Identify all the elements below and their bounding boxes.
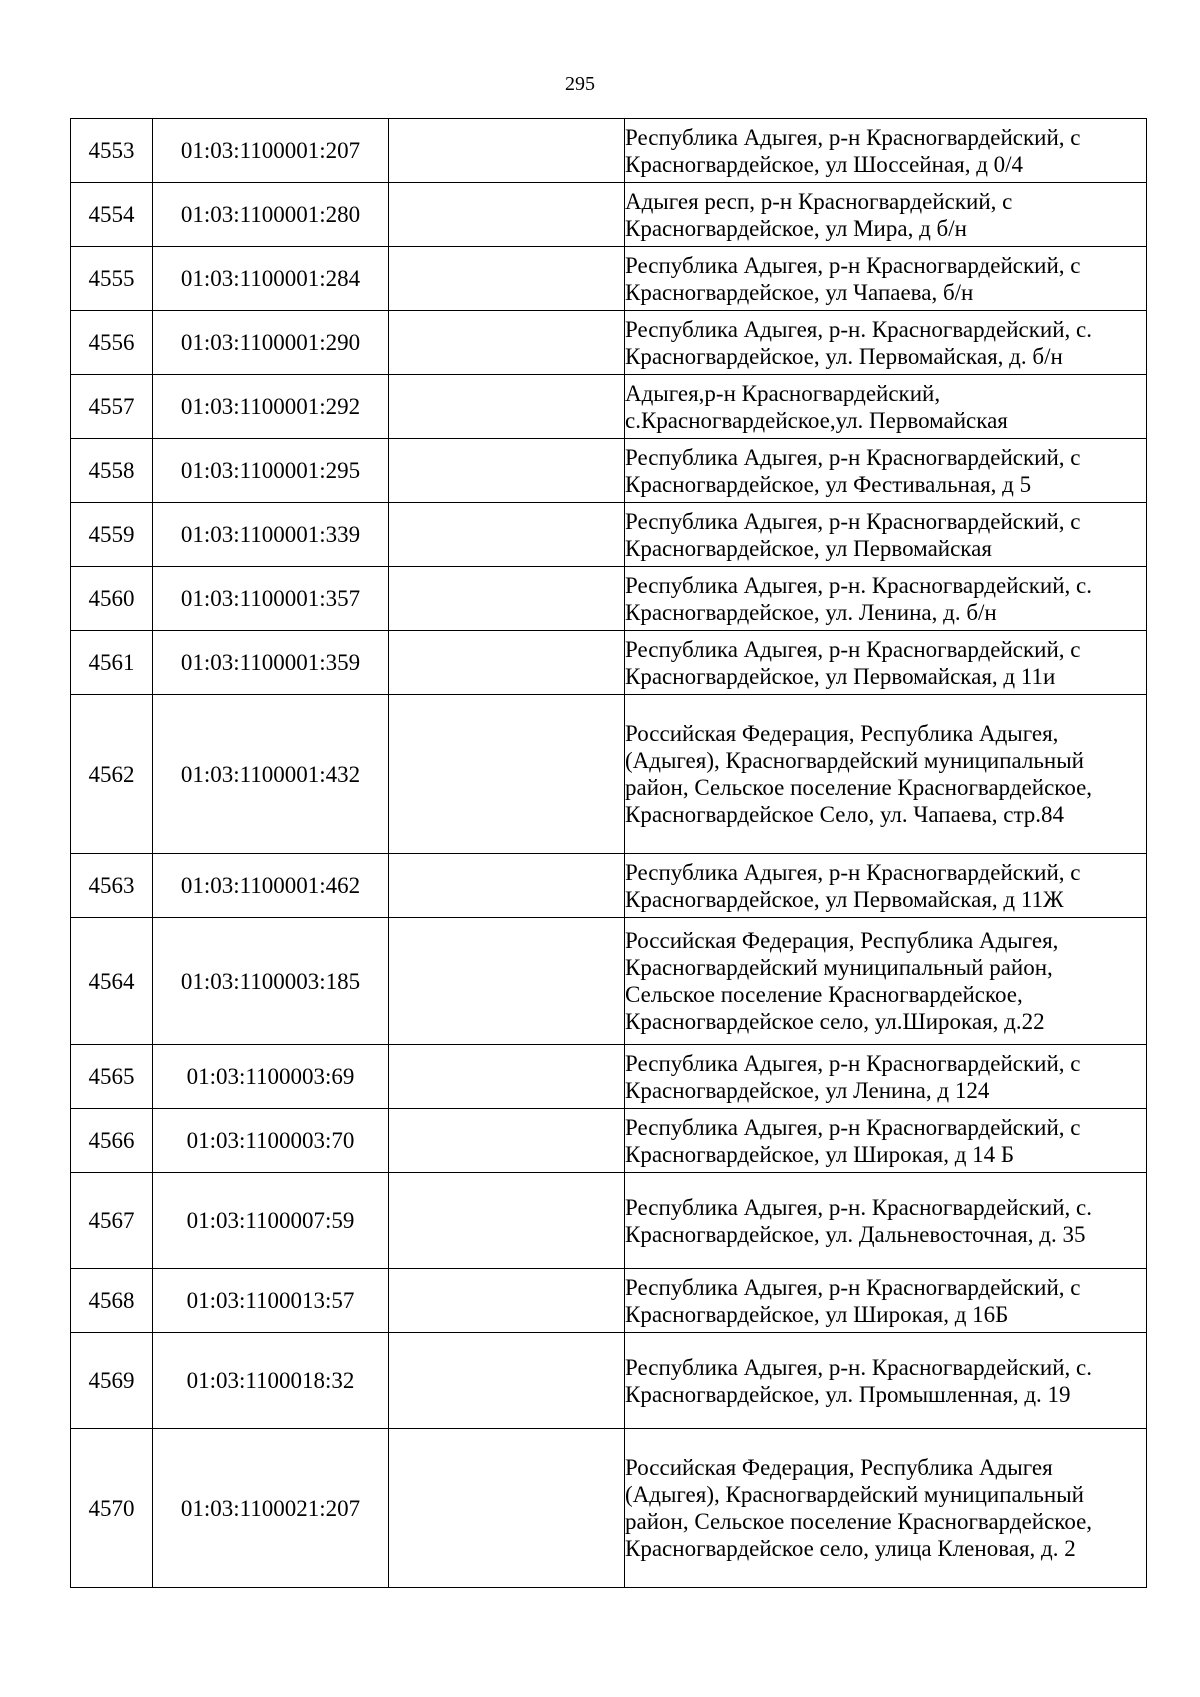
cadastral-number: 01:03:1100003:70	[153, 1109, 389, 1173]
address: Адыгея,р-н Красногвардейский, с.Красногвардейское,ул. Первомайская	[625, 375, 1147, 439]
row-number: 4564	[71, 918, 153, 1045]
empty-cell	[389, 375, 625, 439]
table-row	[71, 1269, 1147, 1333]
cadastral-number: 01:03:1100013:57	[153, 1269, 389, 1333]
row-number: 4560	[71, 567, 153, 631]
row-number: 4556	[71, 311, 153, 375]
cadastral-number: 01:03:1100021:207	[153, 1429, 389, 1588]
row-number: 4567	[71, 1173, 153, 1269]
table-row	[71, 311, 1147, 375]
row-number: 4562	[71, 695, 153, 854]
row-number: 4570	[71, 1429, 153, 1588]
cadastral-number: 01:03:1100001:357	[153, 567, 389, 631]
empty-cell	[389, 1333, 625, 1429]
address: Республика Адыгея, р-н Красногвардейский, с Красногвардейское, ул Ленина, д 124	[625, 1045, 1147, 1109]
registry-table-body	[71, 119, 1147, 1588]
empty-cell	[389, 631, 625, 695]
cadastral-number: 01:03:1100001:462	[153, 854, 389, 918]
row-number: 4554	[71, 183, 153, 247]
table-row	[71, 631, 1147, 695]
table-row	[71, 1173, 1147, 1269]
cadastral-number: 01:03:1100001:280	[153, 183, 389, 247]
row-number: 4557	[71, 375, 153, 439]
row-number: 4558	[71, 439, 153, 503]
empty-cell	[389, 695, 625, 854]
address: Республика Адыгея, р-н. Красногвардейский, с. Красногвардейское, ул. Первомайская, д. б/н	[625, 311, 1147, 375]
cadastral-number: 01:03:1100001:359	[153, 631, 389, 695]
row-number: 4565	[71, 1045, 153, 1109]
row-number: 4568	[71, 1269, 153, 1333]
address: Республика Адыгея, р-н Красногвардейский, с Красногвардейское, ул Широкая, д 16Б	[625, 1269, 1147, 1333]
table-row	[71, 375, 1147, 439]
table-row	[71, 1109, 1147, 1173]
address: Республика Адыгея, р-н Красногвардейский, с Красногвардейское, ул Первомайская	[625, 503, 1147, 567]
table-row	[71, 1333, 1147, 1429]
cadastral-number: 01:03:1100003:69	[153, 1045, 389, 1109]
row-number: 4563	[71, 854, 153, 918]
empty-cell	[389, 247, 625, 311]
address: Российская Федерация, Республика Адыгея (Адыгея), Красногвардейский муниципальный район, Сельское поселение Красногвардейское, Красногвардейское село, улица Кленовая, д. 2	[625, 1429, 1147, 1588]
cadastral-number: 01:03:1100001:432	[153, 695, 389, 854]
table-row	[71, 567, 1147, 631]
cadastral-number: 01:03:1100001:295	[153, 439, 389, 503]
table-row	[71, 439, 1147, 503]
empty-cell	[389, 1269, 625, 1333]
empty-cell	[389, 1045, 625, 1109]
address: Республика Адыгея, р-н. Красногвардейский, с. Красногвардейское, ул. Дальневосточная, д. 35	[625, 1173, 1147, 1269]
cadastral-number: 01:03:1100001:284	[153, 247, 389, 311]
address: Российская Федерация, Республика Адыгея, Красногвардейский муниципальный район, Сельское поселение Красногвардейское, Красногвардейское село, ул.Широкая, д.22	[625, 918, 1147, 1045]
table-row	[71, 183, 1147, 247]
cadastral-number: 01:03:1100001:207	[153, 119, 389, 183]
empty-cell	[389, 311, 625, 375]
cadastral-number: 01:03:1100001:339	[153, 503, 389, 567]
address: Республика Адыгея, р-н Красногвардейский, с Красногвардейское, ул Фестивальная, д 5	[625, 439, 1147, 503]
address: Республика Адыгея, р-н Красногвардейский, с Красногвардейское, ул Первомайская, д 11Ж	[625, 854, 1147, 918]
table-row	[71, 247, 1147, 311]
empty-cell	[389, 439, 625, 503]
address: Адыгея респ, р-н Красногвардейский, с Красногвардейское, ул Мира, д б/н	[625, 183, 1147, 247]
table-row	[71, 1429, 1147, 1588]
table-row	[71, 119, 1147, 183]
page-number: 295	[565, 73, 595, 95]
cadastral-number: 01:03:1100018:32	[153, 1333, 389, 1429]
address: Республика Адыгея, р-н. Красногвардейский, с. Красногвардейское, ул. Промышленная, д. 19	[625, 1333, 1147, 1429]
empty-cell	[389, 918, 625, 1045]
address: Республика Адыгея, р-н Красногвардейский, с Красногвардейское, ул Шоссейная, д 0/4	[625, 119, 1147, 183]
empty-cell	[389, 1109, 625, 1173]
cadastral-number: 01:03:1100003:185	[153, 918, 389, 1045]
cadastral-number: 01:03:1100001:292	[153, 375, 389, 439]
empty-cell	[389, 503, 625, 567]
address: Республика Адыгея, р-н. Красногвардейский, с. Красногвардейское, ул. Ленина, д. б/н	[625, 567, 1147, 631]
row-number: 4566	[71, 1109, 153, 1173]
cadastral-number: 01:03:1100007:59	[153, 1173, 389, 1269]
empty-cell	[389, 1429, 625, 1588]
table-row	[71, 1045, 1147, 1109]
address: Республика Адыгея, р-н Красногвардейский, с Красногвардейское, ул Первомайская, д 11и	[625, 631, 1147, 695]
address: Республика Адыгея, р-н Красногвардейский, с Красногвардейское, ул Широкая, д 14 Б	[625, 1109, 1147, 1173]
table-row	[71, 503, 1147, 567]
table-row	[71, 918, 1147, 1045]
row-number: 4553	[71, 119, 153, 183]
table-row	[71, 695, 1147, 854]
row-number: 4561	[71, 631, 153, 695]
empty-cell	[389, 119, 625, 183]
row-number: 4559	[71, 503, 153, 567]
empty-cell	[389, 854, 625, 918]
cadastral-number: 01:03:1100001:290	[153, 311, 389, 375]
empty-cell	[389, 183, 625, 247]
table-row	[71, 854, 1147, 918]
empty-cell	[389, 1173, 625, 1269]
address: Республика Адыгея, р-н Красногвардейский, с Красногвардейское, ул Чапаева, б/н	[625, 247, 1147, 311]
empty-cell	[389, 567, 625, 631]
row-number: 4555	[71, 247, 153, 311]
row-number: 4569	[71, 1333, 153, 1429]
address: Российская Федерация, Республика Адыгея, (Адыгея), Красногвардейский муниципальный район, Сельское поселение Красногвардейское, Красногвардейское Село, ул. Чапаева, стр.84	[625, 695, 1147, 854]
registry-table	[70, 118, 1147, 1588]
